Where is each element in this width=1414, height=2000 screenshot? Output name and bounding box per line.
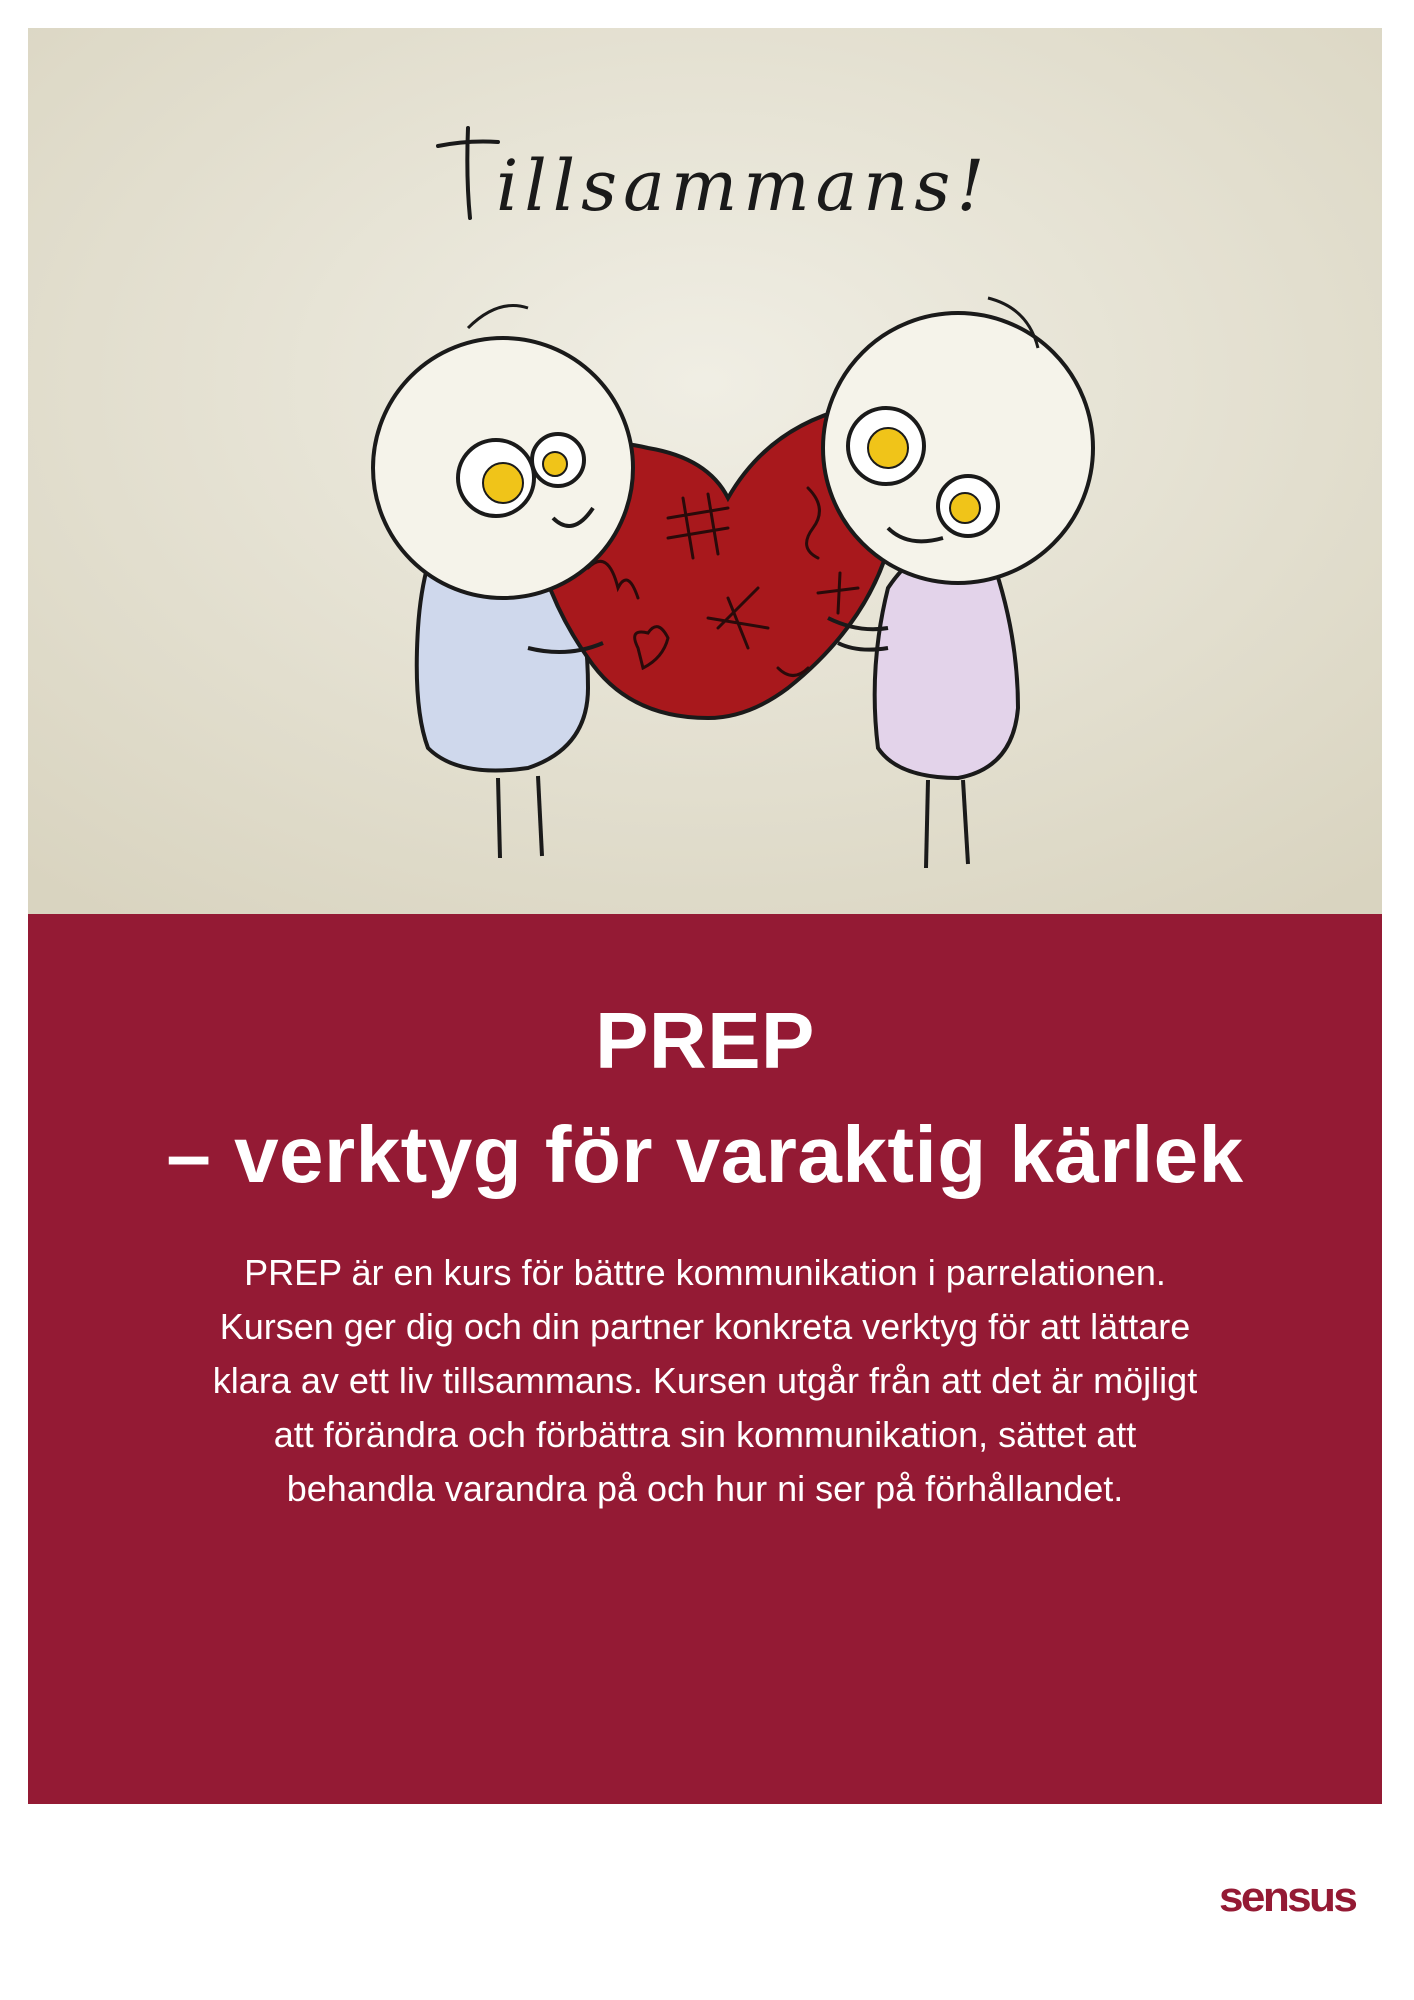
info-panel (28, 914, 1382, 1804)
right-figure-eye (950, 493, 980, 523)
title-line-1: PREP (595, 996, 815, 1085)
description-line: Kursen ger dig och din partner konkreta verktyg för att lättare (219, 1306, 1191, 1347)
svg-text:illsammans!: illsammans! (496, 145, 991, 227)
description-line: behandla varandra på och hur ni ser på förhållandet. (286, 1468, 1124, 1509)
left-figure-eye (483, 463, 523, 503)
left-figure-eye (543, 452, 567, 476)
illustration-drawing (28, 28, 1382, 914)
page-title (28, 914, 1382, 1212)
description-line: att förändra och förbättra sin kommunikation, sättet att (273, 1414, 1137, 1455)
description-line: PREP är en kurs för bättre kommunikation i parrelationen. (244, 1252, 1166, 1293)
couple-heart-illustration (28, 28, 1382, 914)
description-line: klara av ett liv tillsammans. Kursen utgår från att det är möjligt (212, 1360, 1198, 1401)
sensus-logo: sensus (1219, 1873, 1356, 1920)
description-paragraph (90, 1246, 1320, 1516)
right-figure-eye (868, 428, 908, 468)
title-line-2: – verktyg för varaktig kärlek (166, 1110, 1244, 1199)
